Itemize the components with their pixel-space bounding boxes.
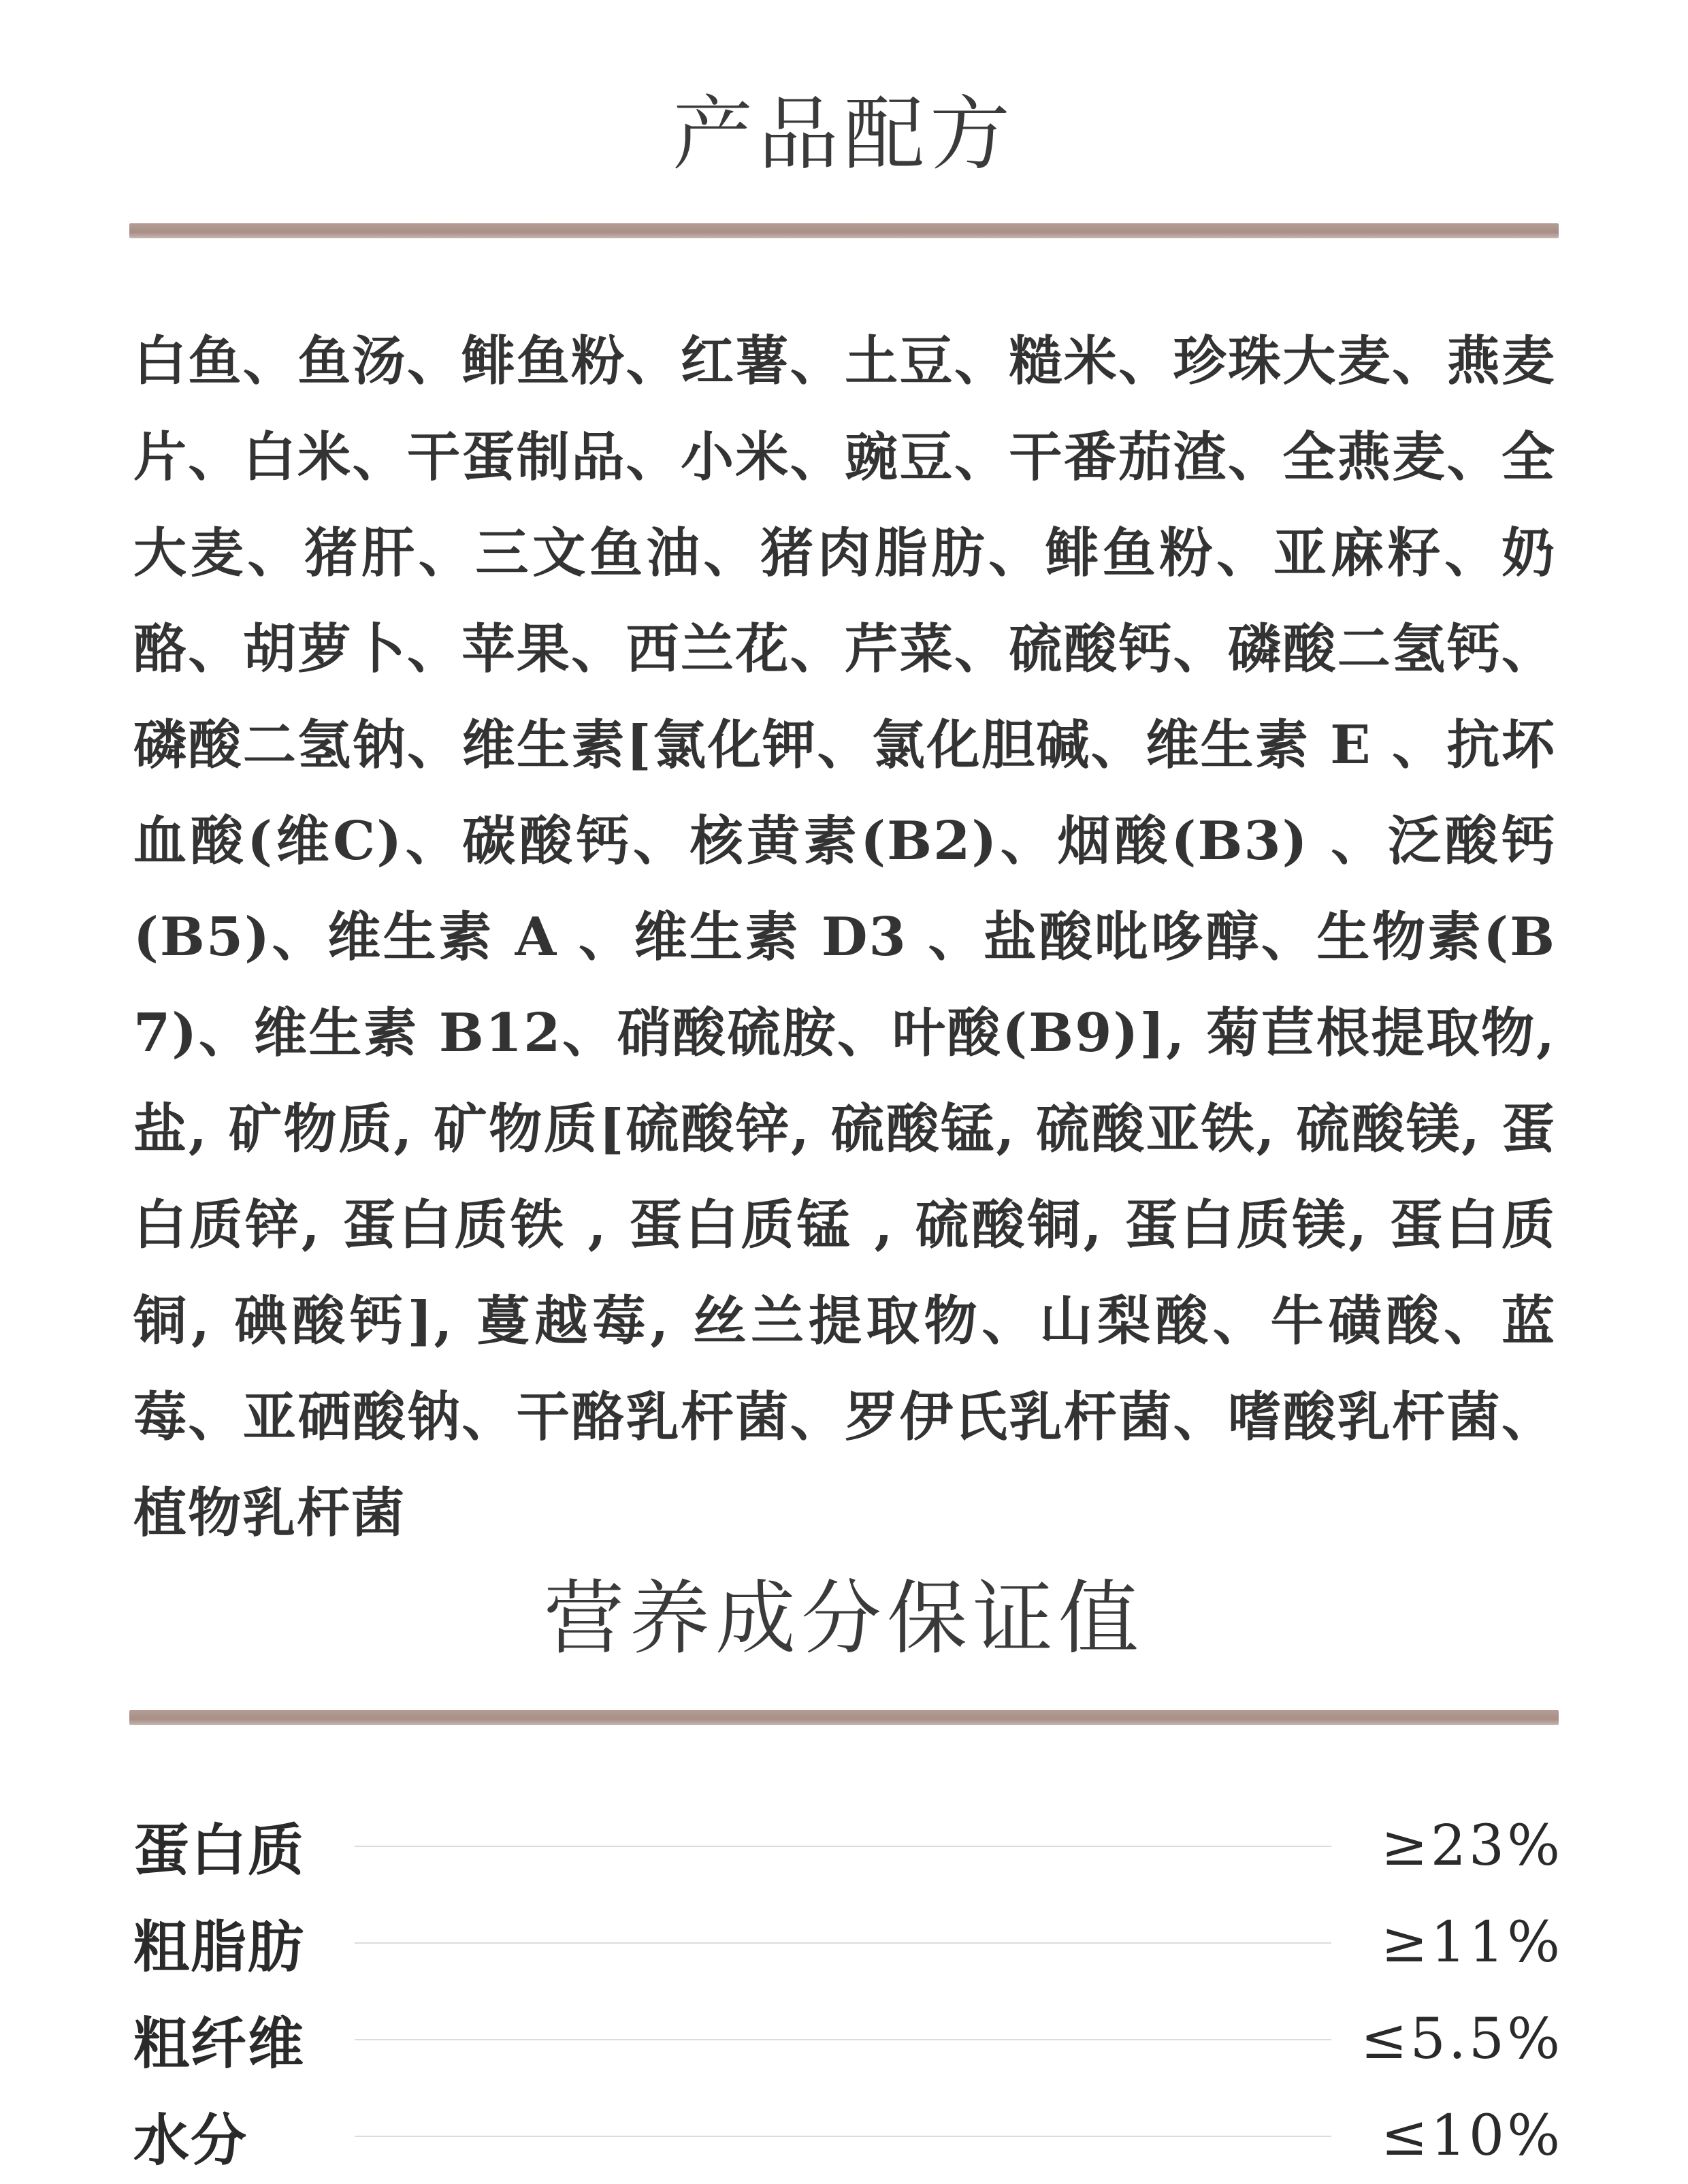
nutrient-value: ≥11%	[1381, 1910, 1563, 1975]
nutrient-leader-line	[355, 2039, 1331, 2040]
nutrient-name: 粗纤维	[133, 2010, 306, 2076]
nutrient-row-fat	[133, 1894, 1563, 1991]
nutrient-leader-line	[355, 2136, 1331, 2137]
nutrient-name: 蛋白质	[133, 1817, 306, 1883]
nutrient-row-protein	[133, 1797, 1563, 1894]
nutrient-row-moisture	[133, 2087, 1563, 2184]
nutrient-row-fiber	[133, 1991, 1563, 2087]
formula-divider	[129, 223, 1559, 238]
nutrient-value: ≤5.5%	[1360, 2006, 1563, 2072]
formula-title: 产品配方	[672, 87, 1016, 181]
nutrient-value: ≤10%	[1381, 2103, 1563, 2168]
nutrition-divider	[129, 1710, 1559, 1725]
nutrient-list	[133, 1797, 1563, 2184]
nutrient-name: 水分	[133, 2107, 248, 2173]
nutrition-title: 营养成分保证值	[543, 1571, 1144, 1665]
nutrient-name: 粗脂肪	[133, 1914, 306, 1980]
nutrient-value: ≥23%	[1381, 1813, 1563, 1878]
ingredients-paragraph: 白鱼、鱼汤、鲱鱼粉、红薯、土豆、糙米、珍珠大麦、燕麦片、白米、干蛋制品、小米、豌豆、干番茄渣、全燕麦、全大麦、猪肝、三文鱼油、猪肉脂肪、鲱鱼粉、亚麻籽、奶酪、胡萝卜、苹果、西兰花、芹菜、硫酸钙、磷酸二氢钙、磷酸二氢钠、维生素[氯化钾、氯化胆碱、维生素 E 、抗坏血酸(维C)、碳酸钙、核黄素(B2)、烟酸(B3) 、泛酸钙(B5)、维生素 A 、维生素 D3 、盐酸吡哆醇、生物素(B7)、维生素 B12、硝酸硫胺、叶酸(B9)], 菊苣根提取物, 盐, 矿物质, 矿物质[硫酸锌, 硫酸锰, 硫酸亚铁, 硫酸镁, 蛋白质锌, 蛋白质铁 , 蛋白质锰 , 硫酸铜, 蛋白质镁, 蛋白质铜, 碘酸钙], 蔓越莓, 丝兰提取物、山梨酸、牛磺酸、蓝莓、亚硒酸钠、干酪乳杆菌、罗伊氏乳杆菌、嗜酸乳杆菌、植物乳杆菌	[133, 330, 1556, 1544]
nutrient-leader-line	[355, 1846, 1331, 1847]
nutrient-leader-line	[355, 1942, 1331, 1944]
